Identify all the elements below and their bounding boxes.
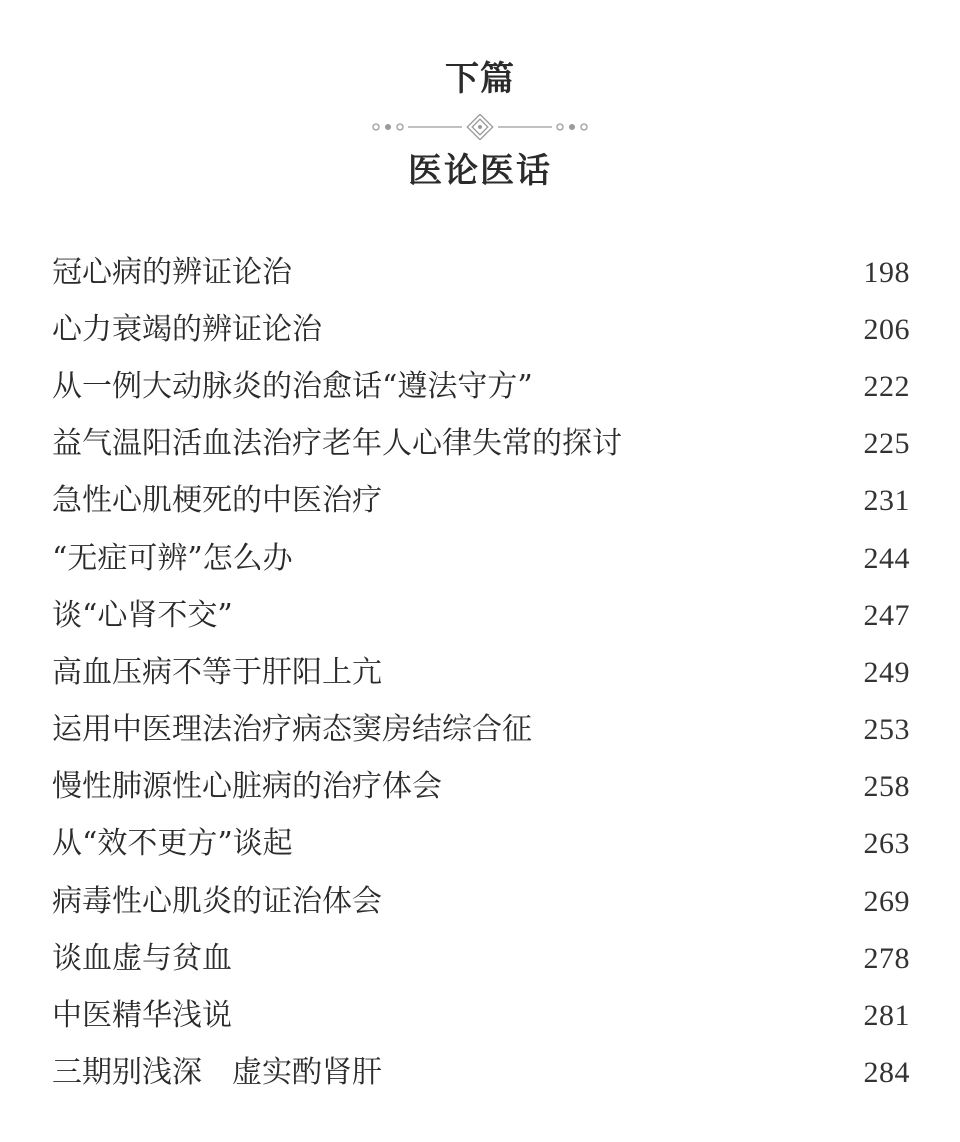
toc-entry[interactable] <box>52 987 910 1044</box>
section-title: 医论医话 <box>408 151 552 191</box>
toc-entry-title: 从“效不更方”谈起 <box>52 826 293 862</box>
toc-entry[interactable] <box>52 816 910 873</box>
toc-entry-title: 益气温阳活血法治疗老年人心律失常的探讨 <box>52 426 622 462</box>
toc-entry-title: 冠心病的辨证论治 <box>52 254 292 290</box>
toc-entry-title: 高血压病不等于肝阳上亢 <box>52 654 382 690</box>
toc-entry[interactable] <box>52 702 910 759</box>
toc-entry-page: 206 <box>863 312 910 346</box>
toc-entry-title: 急性心肌梗死的中医治疗 <box>52 483 382 519</box>
toc-entry[interactable] <box>52 358 910 415</box>
toc-entry-title: 病毒性心肌炎的证治体会 <box>52 883 382 919</box>
toc-entry-title: 三期别浅深 虚实酌肾肝 <box>52 1055 382 1091</box>
toc-list <box>52 244 910 1102</box>
toc-entry-title: 谈“心肾不交” <box>52 597 233 633</box>
toc-entry-page: 253 <box>863 713 910 747</box>
toc-entry-page: 278 <box>863 941 910 975</box>
toc-entry-page: 263 <box>863 827 910 861</box>
part-title: 下篇 <box>445 59 515 99</box>
toc-entry-page: 231 <box>863 484 910 518</box>
toc-entry-title: 中医精华浅说 <box>52 998 232 1034</box>
toc-entry[interactable] <box>52 873 910 930</box>
toc-entry[interactable] <box>52 759 910 816</box>
toc-entry-title: 谈血虚与贫血 <box>52 940 232 976</box>
diamond-divider-icon <box>370 114 590 140</box>
toc-entry[interactable] <box>52 1045 910 1102</box>
toc-entry[interactable] <box>52 301 910 358</box>
toc-entry-title: 运用中医理法治疗病态窦房结综合征 <box>52 712 532 748</box>
toc-entry[interactable] <box>52 244 910 301</box>
toc-entry-title: “无症可辨”怎么办 <box>52 540 293 576</box>
toc-entry[interactable] <box>52 416 910 473</box>
toc-entry[interactable] <box>52 530 910 587</box>
toc-entry-page: 225 <box>863 427 910 461</box>
toc-entry-page: 222 <box>863 369 910 403</box>
toc-entry-page: 198 <box>863 255 910 289</box>
toc-entry[interactable] <box>52 587 910 644</box>
toc-entry-page: 249 <box>863 655 910 689</box>
toc-entry-page: 281 <box>863 999 910 1033</box>
toc-entry[interactable] <box>52 930 910 987</box>
toc-entry-page: 244 <box>863 541 910 575</box>
toc-entry-page: 269 <box>863 884 910 918</box>
toc-entry-title: 心力衰竭的辨证论治 <box>52 311 322 347</box>
toc-entry-page: 284 <box>863 1056 910 1090</box>
toc-entry[interactable] <box>52 644 910 701</box>
toc-entry-page: 258 <box>863 770 910 804</box>
toc-entry-page: 247 <box>863 598 910 632</box>
toc-entry[interactable] <box>52 473 910 530</box>
toc-entry-title: 从一例大动脉炎的治愈话“遵法守方” <box>52 368 533 404</box>
toc-entry-title: 慢性肺源性心脏病的治疗体会 <box>52 769 442 805</box>
